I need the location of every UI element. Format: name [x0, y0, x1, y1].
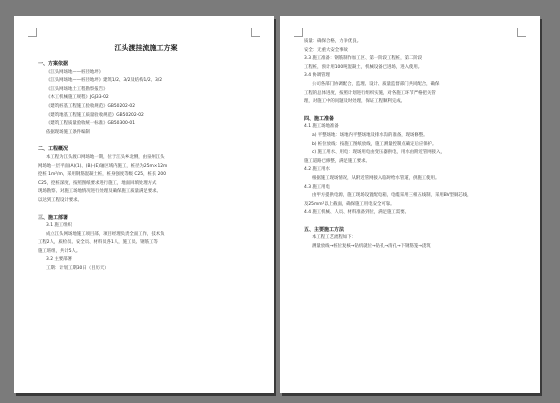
paragraph-line: b) 桩位放线：按施工图纸放线，施工测量控制点确定后应保护。	[312, 141, 437, 147]
paragraph-line: a) 平整场地：场地内平整场地及排水沟的准备，现场修整。	[312, 132, 428, 138]
paragraph-line: 公司各部门协调配合，监理、设计、质量监督部门共同配合，确保	[312, 81, 440, 87]
paragraph-line: 以达到工程设计要求。	[38, 197, 82, 203]
paragraph-line: 及25mm²以上截面，确保施工用电安全可靠。	[304, 201, 395, 207]
paragraph-line: 3.3 施工准备：钢筋制作加工区、第一阶段工程桩，第二阶段	[304, 56, 423, 62]
paragraph-line: 质量：确保合格，力争优良。	[304, 39, 362, 44]
paragraph-line: 《江头网场地——桩径地坪》建筑1/2、3/2及结构1/2、3/2	[46, 78, 163, 84]
subsection-heading: 3.2 主要部署	[46, 257, 72, 263]
section-heading: 三、施工部署	[38, 214, 69, 221]
spacer	[304, 218, 520, 223]
page-content	[38, 38, 254, 383]
page-corner-mark	[294, 28, 303, 37]
paragraph-line: 理，对施工中的问题及时处理，保证工程顺利完成。	[304, 99, 405, 105]
section-heading: 四、施工准备	[304, 115, 335, 122]
spacer	[38, 137, 254, 142]
paragraph-line: 工程的总体进度，按照计划进行组织实施，对各施工环节严格把关管	[304, 90, 436, 96]
section-heading: 一、方案依据	[38, 61, 69, 67]
paragraph-line: 本工程工艺流程如下：	[312, 235, 356, 241]
paragraph-line: 依据现场施工条件编制	[46, 129, 90, 135]
paragraph-line: 《建筑桩基工程施工验收规范》GB50202-02	[46, 103, 136, 109]
page-corner-mark	[28, 28, 37, 37]
paragraph-line: 现场勘察、对施工场地情况进行处理及确保施工质量满足要求。	[38, 189, 161, 195]
section-heading: 五、主要施工方法	[304, 226, 345, 233]
section-heading: 二、工程概况	[38, 146, 69, 153]
paragraph-line: 成立江头网场地施工项目部，项目经理负责全面工作，技术负	[46, 231, 165, 237]
document-title: 江头渡挂流施工方案	[114, 44, 178, 52]
paragraph-line: 4.3 施工用电	[304, 184, 330, 190]
page-content	[304, 38, 520, 383]
paragraph-line: 由甲方提供电源，施工现场设置配电箱，电缆采用三相五线制，采用BV型铜芯线，	[312, 193, 472, 199]
paragraph-line: 《建筑工程质量验收统一标准》GB50300-01	[46, 121, 136, 127]
paragraph-line: C25，挖桩深度，按照图纸要求进行施工，地面回填处理方式	[38, 180, 157, 186]
paragraph-line: 施工道路已修整，满足施工要求。	[304, 158, 370, 164]
paragraph-line: 4.1 施工场地准备	[304, 124, 339, 130]
paragraph-line: 3.4 协调管理	[304, 73, 330, 79]
paragraph-line: 《江头网场地——桩径地坪》	[46, 69, 104, 75]
paragraph-line: 测量放线→桩位复核→钻机就位→钻孔→清孔→下钢筋笼→浇筑	[312, 244, 431, 250]
paragraph-line: 本工程为江头渡口网场地一期，位于江头乡北侧，由泉州江头	[46, 154, 165, 160]
paragraph-line: 根据施工现场情况，从附近管网接入临时给水管道，供施工使用。	[312, 175, 440, 181]
page-corner-mark	[251, 28, 260, 37]
paragraph-line: 《木工机械施工规程》JGJ33-02	[46, 95, 109, 101]
paragraph-line: 《江头网场地土工程勘察报告》	[46, 86, 108, 92]
paragraph-line: 4.2 施工用水	[304, 167, 330, 173]
paragraph-line: 工程桩，预计用100吨混凝土，机械设备已进场，进入使用。	[304, 64, 423, 70]
paragraph-line: 《建筑地基工程施工质量验收规范》GB50202-02	[46, 112, 144, 118]
spacer	[304, 107, 520, 112]
document-page-left	[14, 16, 274, 393]
paragraph-line: 网场地一层平面(A)(1)、(B)-(E)轴区域内施工，桩径为25m×12m	[38, 163, 168, 169]
subsection-heading: 3.1 施工组织	[46, 223, 72, 229]
paragraph-line: 挖桩 1m²/m，采用钢筋混凝土桩，桩身强度等级 C25，桩长 200	[38, 172, 167, 178]
paragraph-line: c) 施工用水、用电：现场用电由变压器供电，用水由附近管网接入，	[312, 150, 445, 156]
document-page-right	[280, 16, 540, 393]
text-body	[304, 38, 520, 252]
paragraph-line: 施工班组，共计5人。	[38, 248, 81, 254]
paragraph-line: 4.4 施工机械、人员、材料准备到位，满足施工需要。	[304, 210, 409, 216]
spacer	[38, 206, 254, 211]
paragraph-line: 工程2人，质检员、安全员、材料员各1人，施工员、钢筋工等	[38, 240, 158, 246]
paragraph-line: 工期：计划工期30日（目历天）	[46, 266, 109, 272]
paragraph-line: 安全：无重大安全事故	[304, 47, 348, 53]
text-body	[38, 60, 254, 274]
page-corner-mark	[517, 28, 526, 37]
